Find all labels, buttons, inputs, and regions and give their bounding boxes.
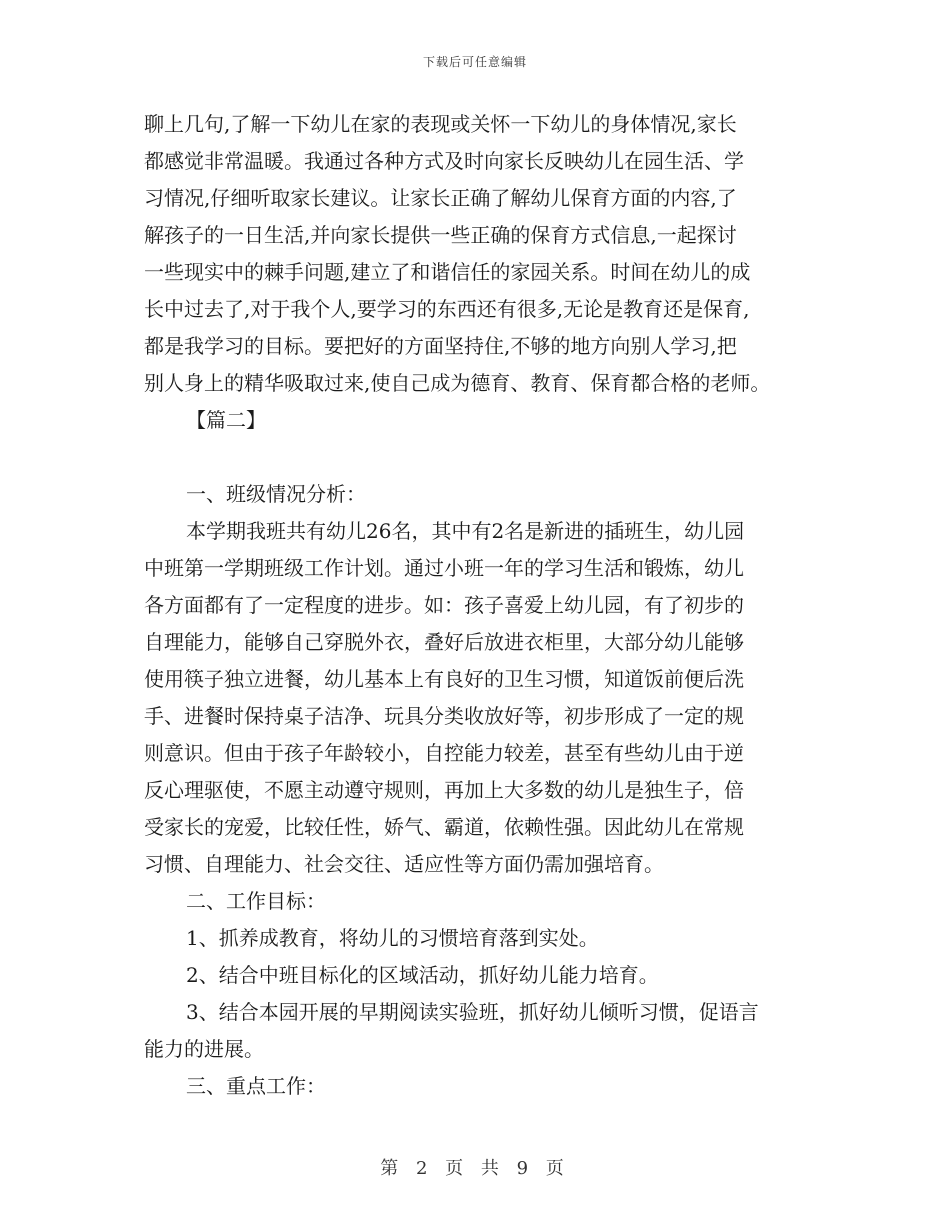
subsection-heading: 一、班级情况分析：: [186, 482, 366, 506]
body-line: 习惯、自理能力、社会交往、适应性等方面仍需加强培育。: [144, 852, 664, 876]
body-line: 手、进餐时保持桌子洁净、玩具分类收放好等，初步形成了一定的规: [144, 704, 744, 728]
list-item: 2、结合中班目标化的区域活动，抓好幼儿能力培育。: [186, 963, 659, 987]
page-number-footer: 第 2 页 共 9 页: [380, 1158, 570, 1179]
section-heading: 【篇二】: [186, 408, 266, 432]
body-line: 则意识。但由于孩子年龄较小，自控能力较差，甚至有些幼儿由于逆: [144, 741, 744, 765]
list-item: 3、结合本园开展的早期阅读实验班，抓好幼儿倾听习惯，促语言: [186, 1000, 759, 1024]
body-line: 聊上几句,了解一下幼儿在家的表现或关怀一下幼儿的身体情况,家长: [144, 112, 737, 136]
body-line: 都是我学习的目标。要把好的方面坚持住,不够的地方向别人学习,把: [144, 334, 737, 358]
body-line: 中班第一学期班级工作计划。通过小班一年的学习生活和锻炼，幼儿: [144, 556, 744, 580]
body-line: 本学期我班共有幼儿26名，其中有2名是新进的插班生，幼儿园: [186, 519, 745, 543]
body-line: 各方面都有了一定程度的进步。如：孩子喜爱上幼儿园，有了初步的: [144, 593, 744, 617]
subsection-heading: 二、工作目标：: [186, 889, 326, 913]
body-line: 都感觉非常温暖。我通过各种方式及时向家长反映幼儿在园生活、学: [144, 149, 744, 173]
body-line: 一些现实中的棘手问题,建立了和谐信任的家园关系。时间在幼儿的成: [144, 260, 751, 284]
list-item: 1、抓养成教育，将幼儿的习惯培育落到实处。: [186, 926, 599, 950]
body-line: 习情况,仔细听取家长建议。让家长正确了解幼儿保育方面的内容,了: [144, 186, 737, 210]
list-item-continuation: 能力的进展。: [144, 1037, 264, 1061]
page-header: 下载后可任意编辑: [422, 55, 527, 69]
document-body: [144, 106, 824, 1105]
body-line: 长中过去了,对于我个人,要学习的东西还有很多,无论是教育还是保育,: [144, 297, 750, 321]
body-line: 反心理驱使，不愿主动遵守规则，再加上大多数的幼儿是独生子，倍: [144, 778, 744, 802]
body-line: 使用筷子独立进餐，幼儿基本上有良好的卫生习惯，知道饭前便后洗: [144, 667, 744, 691]
body-line: 别人身上的精华吸取过来,使自己成为德育、教育、保育都合格的老师。: [144, 371, 771, 395]
body-line: 解孩子的一日生活,并向家长提供一些正确的保育方式信息,一起探讨: [144, 223, 737, 247]
body-line: 受家长的宠爱，比较任性，娇气、霸道，依赖性强。因此幼儿在常规: [144, 815, 744, 839]
body-line: 自理能力，能够自己穿脱外衣，叠好后放进衣柜里，大部分幼儿能够: [144, 630, 744, 654]
subsection-heading: 三、重点工作：: [186, 1074, 326, 1098]
